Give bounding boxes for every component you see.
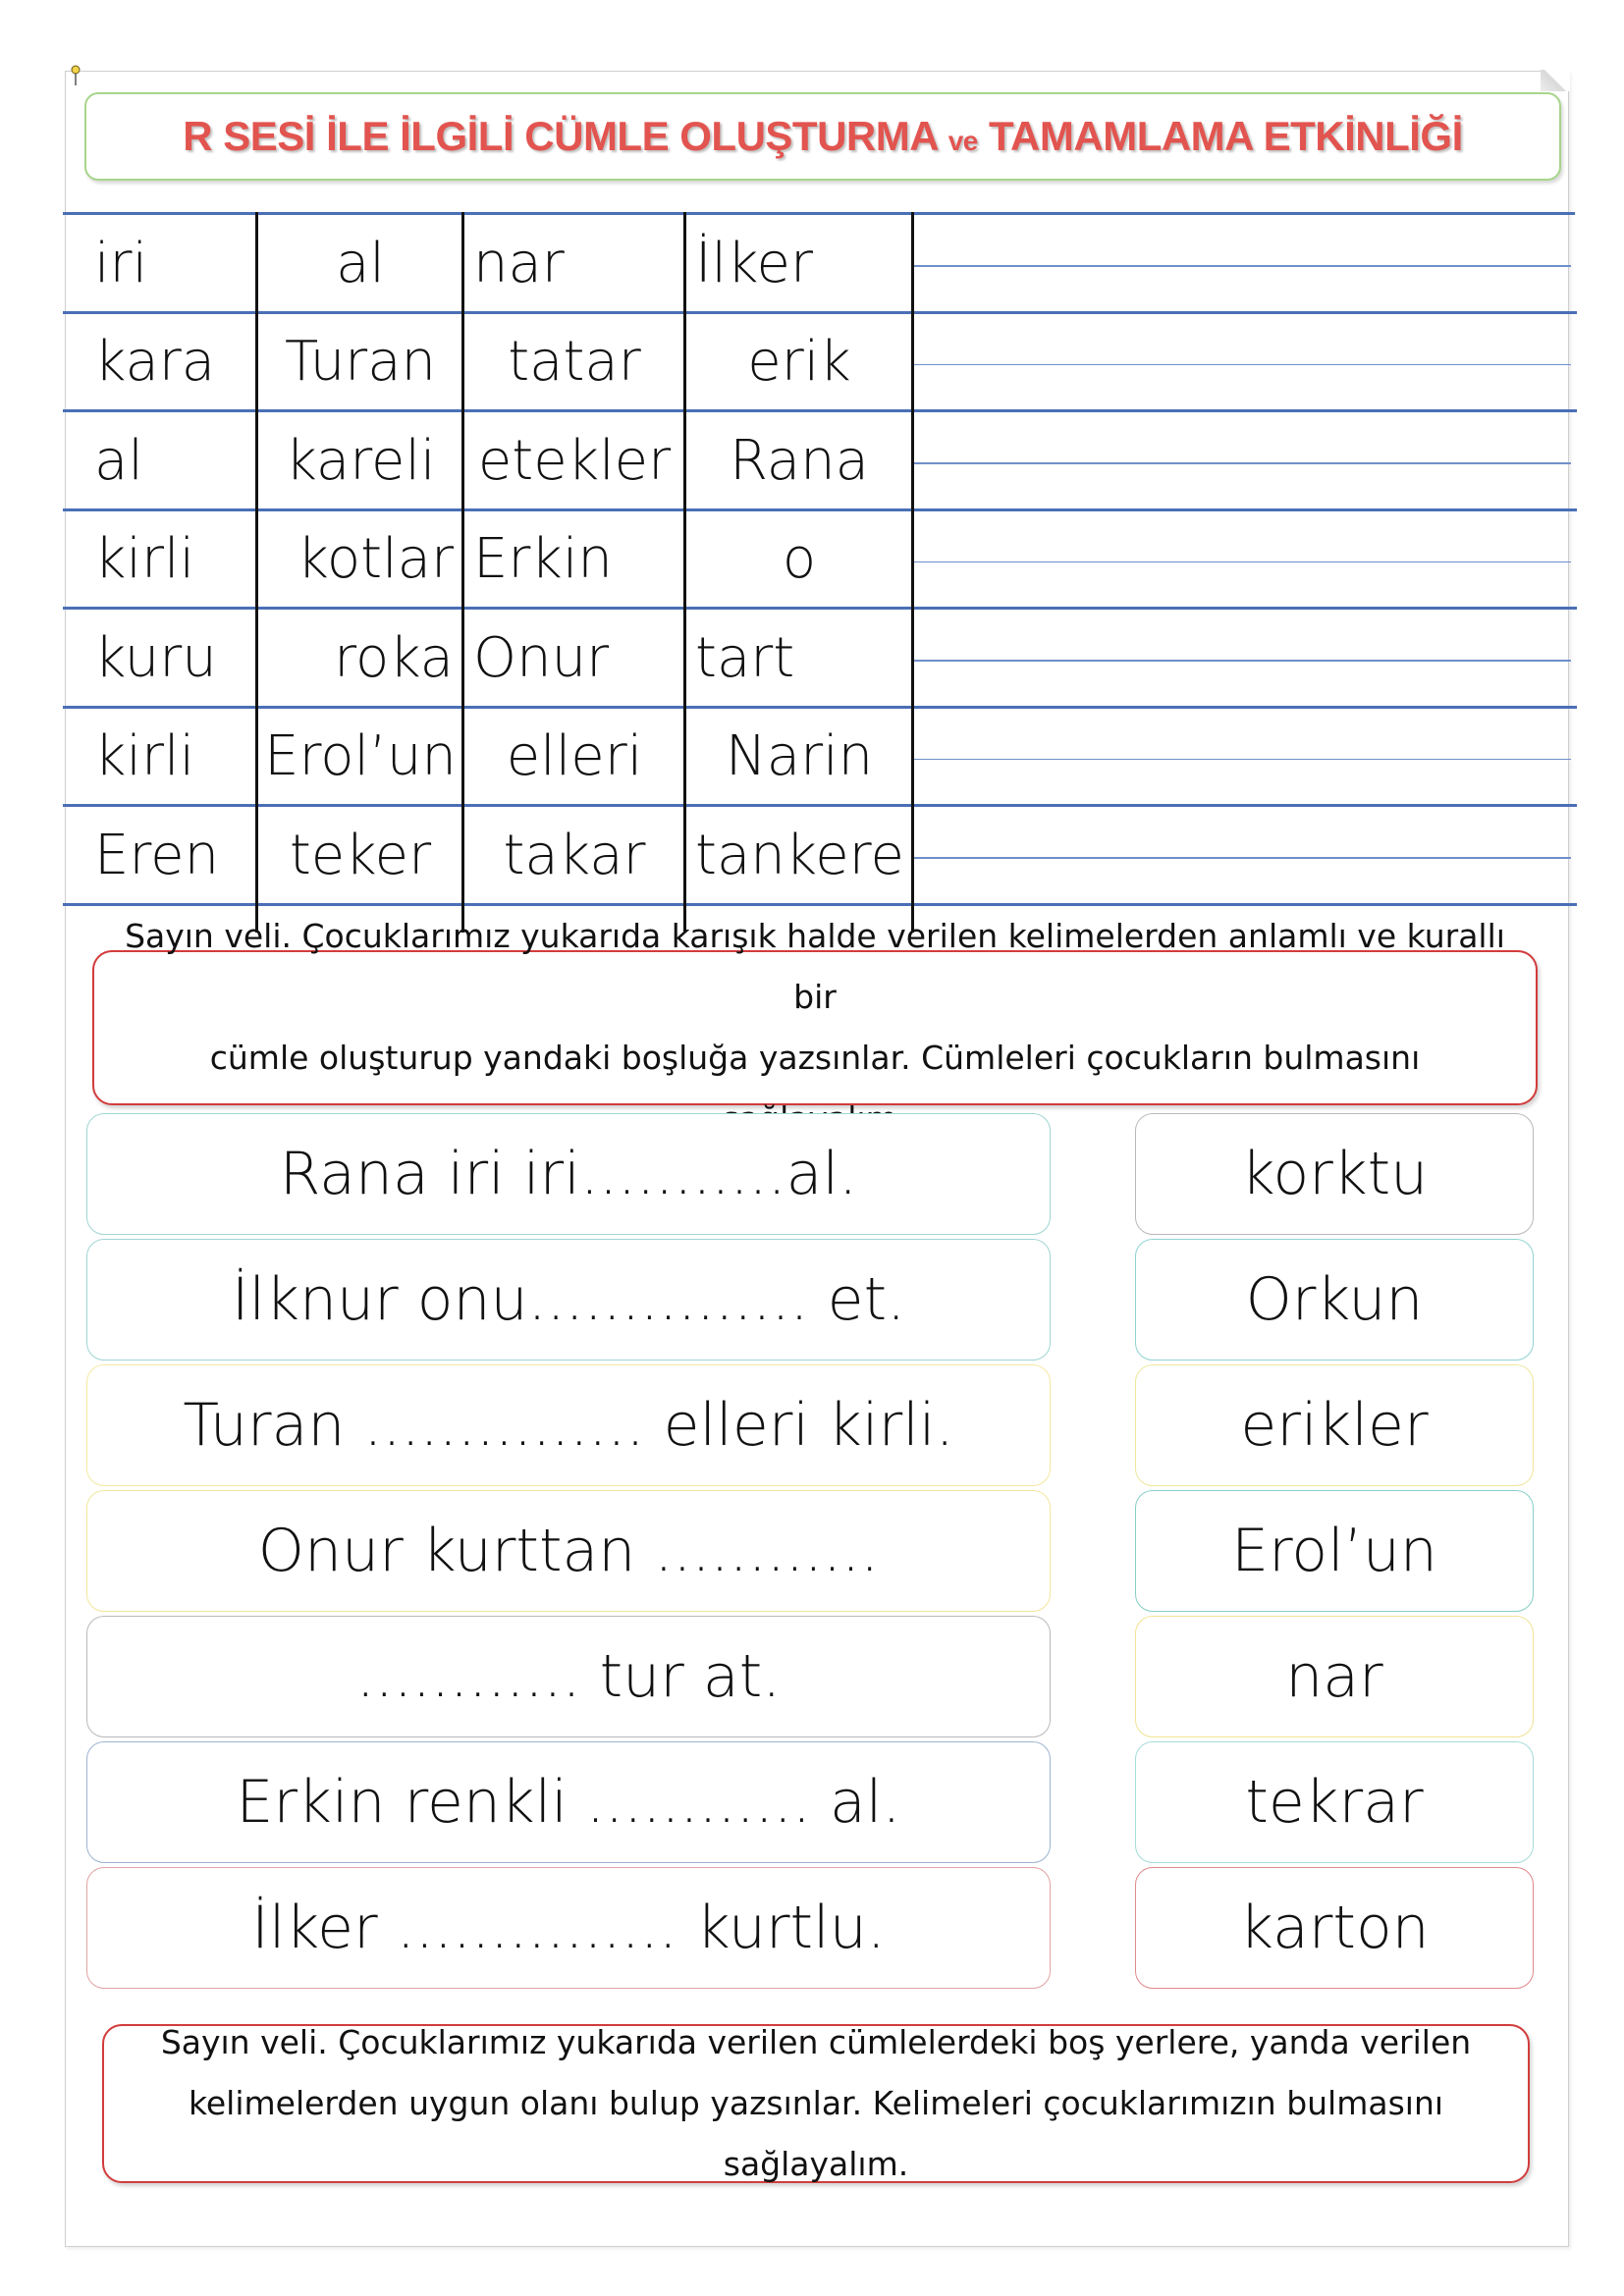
word-cell: tart: [695, 625, 795, 690]
sentence-box[interactable]: Onur kurttan ............: [86, 1490, 1051, 1612]
word-cell: kirli: [94, 724, 195, 788]
word-cell: al: [336, 231, 385, 295]
word-cell: elleri: [506, 724, 643, 788]
word-cell: Turan: [284, 330, 437, 394]
grid-rule-line: [63, 508, 1577, 511]
word-cell: Rana: [730, 428, 869, 493]
grid-column-divider: [683, 212, 686, 933]
answer-word-box[interactable]: erikler: [1135, 1364, 1534, 1486]
title-banner: [84, 92, 1561, 181]
grid-rule-line: [63, 706, 1577, 709]
instruction-box-fill-in: [102, 2024, 1530, 2183]
answer-word-box[interactable]: tekrar: [1135, 1741, 1534, 1863]
writing-line: [913, 364, 1571, 366]
grid-rule-line: [63, 212, 1575, 215]
instruction-box-sentences: [92, 917, 1538, 1105]
word-cell: al: [94, 428, 143, 493]
word-cell: etekler: [477, 428, 672, 493]
word-cell: nar: [473, 231, 565, 295]
title-tail: TAMAMLAMA ETKİNLİĞİ: [989, 113, 1463, 159]
word-cell: erik: [747, 330, 851, 394]
word-cell: tankere: [695, 823, 904, 887]
writing-line: [913, 265, 1571, 267]
writing-line: [913, 759, 1571, 761]
pushpin-icon: [69, 65, 82, 86]
writing-line: [913, 660, 1571, 662]
instruction-line: kelimelerden uygun olanı bulup yazsınlar. Kelimeleri çocuklarımızın bulmasını sağlayalım.: [188, 2084, 1444, 2183]
answer-word-box[interactable]: korktu: [1135, 1113, 1534, 1235]
word-cell: kuru: [94, 625, 217, 690]
worksheet-title: [183, 113, 1463, 160]
word-cell: kareli: [285, 428, 436, 493]
grid-column-divider: [461, 212, 464, 933]
grid-rule-line: [63, 409, 1577, 412]
title-connector: ve: [947, 126, 978, 156]
writing-line: [913, 857, 1571, 859]
answer-word-box[interactable]: Erol’un: [1135, 1490, 1534, 1612]
writing-line: [913, 561, 1571, 563]
word-cell: tatar: [508, 330, 641, 394]
word-cell: o: [782, 527, 817, 591]
sentence-box[interactable]: İlker ............... kurtlu.: [86, 1867, 1051, 1989]
sentence-box[interactable]: Rana iri iri...........al.: [86, 1113, 1051, 1235]
word-cell: İlker: [695, 231, 813, 295]
writing-line: [913, 462, 1571, 464]
word-cell: roka: [334, 625, 454, 690]
answer-word-box[interactable]: nar: [1135, 1616, 1534, 1737]
word-cell: kara: [94, 330, 216, 394]
grid-rule-line: [63, 311, 1577, 314]
instruction-line: Sayın veli. Çocuklarımız yukarıda verilen cümlelerdeki boş yerlere, yanda verilen: [160, 2023, 1472, 2061]
word-cell: kirli: [94, 527, 195, 591]
sentence-box[interactable]: Turan ............... elleri kirli.: [86, 1364, 1051, 1486]
sentence-box[interactable]: Erkin renkli ............ al.: [86, 1741, 1051, 1863]
grid-rule-line: [63, 804, 1577, 807]
word-cell: Erol’un: [264, 724, 457, 788]
instruction-line: Sayın veli. Çocuklarımız yukarıda karışık halde verilen kelimelerden anlamlı ve kurallı bir: [125, 917, 1505, 1016]
word-cell: Narin: [725, 724, 874, 788]
answer-word-box[interactable]: karton: [1135, 1867, 1534, 1989]
answer-word-box[interactable]: Orkun: [1135, 1239, 1534, 1361]
word-cell: Erkin: [473, 527, 613, 591]
word-cell: Eren: [94, 823, 220, 887]
title-main: R SESİ İLE İLGİLİ CÜMLE OLUŞTURMA: [183, 113, 938, 159]
instruction-line: cümle oluşturup yandaki boşluğa yazsınlar. Cümleleri çocukların bulmasını: [209, 1039, 1421, 1077]
word-cell: teker: [289, 823, 432, 887]
grid-rule-line: [63, 607, 1577, 610]
grid-column-divider: [911, 212, 914, 933]
sentence-box[interactable]: ............ tur at.: [86, 1616, 1051, 1737]
page-fold-corner: [1541, 70, 1570, 91]
word-cell: kotlar: [297, 527, 454, 591]
word-cell: takar: [503, 823, 646, 887]
sentence-box[interactable]: İlknur onu............... et.: [86, 1239, 1051, 1361]
grid-column-divider: [255, 212, 258, 933]
word-cell: Onur: [473, 625, 610, 690]
word-grid: [63, 212, 1575, 938]
word-cell: iri: [94, 231, 148, 295]
